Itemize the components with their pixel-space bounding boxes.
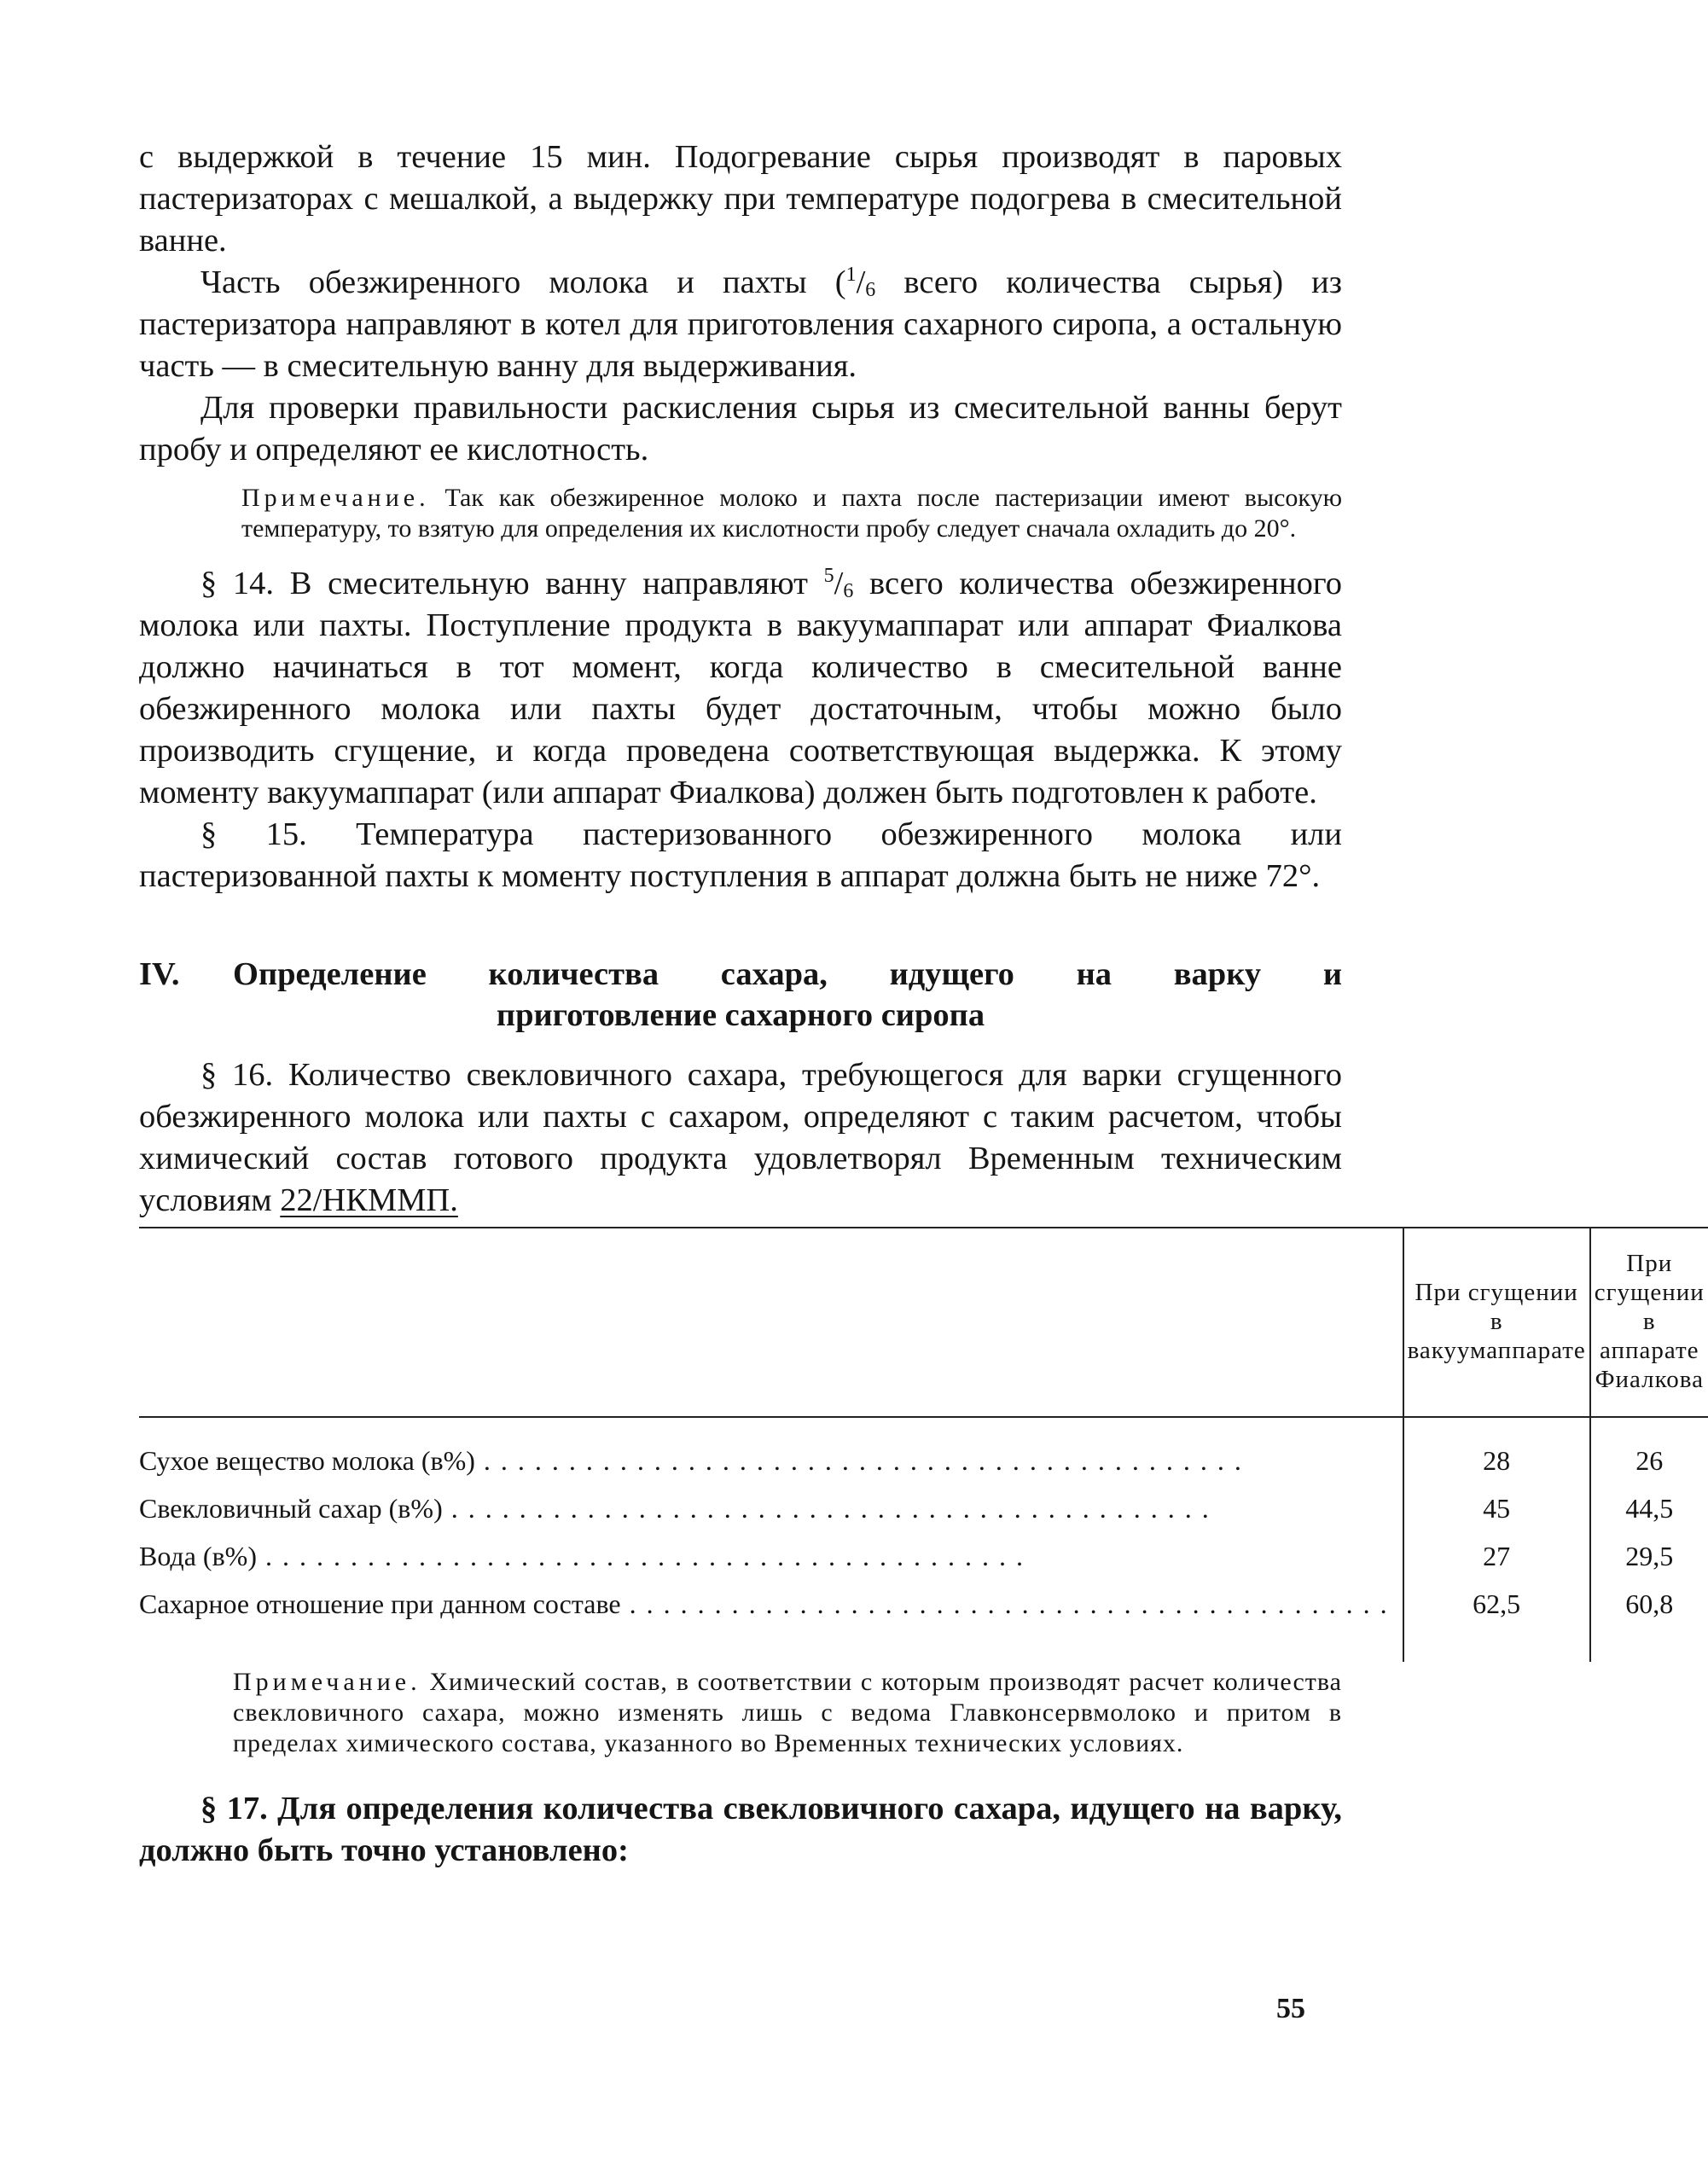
note-acidity: [139, 483, 1342, 544]
table-header-vacuum: При сгущении в вакуумаппарате: [1403, 1228, 1590, 1417]
cell-vacuum: 28: [1403, 1417, 1590, 1484]
fraction-numerator: 5: [823, 565, 834, 587]
paragraph-intro-1: с выдержкой в течение 15 мин. Подогревание сырья производят в паровых пастеризаторах с мешалкой, а выдержку при температуре подогрева в смесительной ванне.: [139, 139, 1342, 258]
section-heading-number: IV.: [139, 956, 180, 992]
note-composition: [139, 1667, 1342, 1759]
page-content: [139, 136, 1705, 1872]
note-label: Примечание.: [233, 1668, 421, 1696]
section-heading-line-2: приготовление сахарного сиропа: [496, 997, 985, 1033]
fraction-numerator: 1: [845, 264, 857, 286]
row-label: Свекловичный сахар (в: [139, 1492, 411, 1524]
row-label: Вода (в: [139, 1540, 225, 1571]
paragraph-section-15: § 15. Температура пастеризованного обезжиренного молока или пастеризованной пахты к моменту поступления в аппарат должна быть не ниже 72°.: [139, 816, 1342, 894]
table-row: Сахарное отношение при данном составе ............................................. 62,5 60,8: [139, 1580, 1708, 1662]
table-header-row: [139, 1228, 1708, 1417]
note-label: Примечание.: [241, 484, 430, 512]
table-row: Сухое вещество молока (в % ) ............................................. 28 26: [139, 1417, 1708, 1484]
section-heading: [139, 954, 1342, 1036]
note-text: Так как обезжиренное молоко и пахта после пастеризации имеют высокую температуру, то взятую для определения их кислотности пробу следует сначала охладить до 20°.: [241, 484, 1342, 543]
row-label: Сухое вещество молока (в: [139, 1444, 444, 1476]
table-row: Вода (в % ) ............................................. 27 29,5: [139, 1532, 1708, 1580]
page-number: 55: [1276, 1993, 1305, 2024]
fraction-denominator: 6: [865, 279, 876, 301]
cell-fialkov: 26: [1590, 1417, 1708, 1484]
composition-table: [139, 1227, 1708, 1662]
paragraph-section-17: § 17. Для определения количества свекловичного сахара, идущего на варку, должно быть точно установлено:: [139, 1791, 1342, 1868]
fraction-denominator: 6: [843, 580, 854, 602]
row-label: Сахарное отношение при данном составе: [139, 1588, 621, 1619]
section-heading-line-1: Определение количества сахара, идущего на варку и: [233, 956, 1342, 992]
cell-vacuum: 62,5: [1403, 1580, 1590, 1662]
cell-fialkov: 29,5: [1590, 1532, 1708, 1580]
cell-fialkov: 60,8: [1590, 1580, 1708, 1662]
standard-code: 22/НКММП.: [280, 1182, 458, 1218]
cell-vacuum: 27: [1403, 1532, 1590, 1580]
table-header-blank: [139, 1228, 1403, 1417]
paragraph-section-14: § 14. В смесительную ванну направляют $^5/_6$ всего количества обезжиренного молока или пахты. Поступление продукта в вакуумаппарат или аппарат Фиалкова должно начинаться в тот момент, когда количество в смесительной ванне обезжиренного молока или пахты будет достаточным, чтобы можно было производить сгущение, и когда проведена соответствующая выдержка. К этому моменту вакуумаппарат (или аппарат Фиалкова) должен быть подготовлен к работе.: [139, 565, 1342, 810]
cell-fialkov: 44,5: [1590, 1484, 1708, 1532]
paragraph-section-16: § 16. Количество свекловичного сахара, требующегося для варки сгущенного обезжиренного молока или пахты с сахаром, определяют с таким расчетом, чтобы химический состав готового продукта удовлетворял Временным техническим условиям 22/НКММП.: [139, 1057, 1342, 1218]
paragraph-intro-3: Для проверки правильности раскисления сырья из смесительной ванны берут пробу и определяют ее кислотность.: [139, 390, 1342, 467]
table-row: Свекловичный сахар (в % ) ............................................. 45 44,5: [139, 1484, 1708, 1532]
table-header-fialkov: При сгущении в аппарате Фиалкова: [1590, 1228, 1708, 1417]
cell-vacuum: 45: [1403, 1484, 1590, 1532]
note-text: Химический состав, в соответствии с которым производят расчет количества свекловичного сахара, можно изменять лишь с ведома Главконсервмолоко и притом в пределах химического состава, указанного во Временных технических условиях.: [233, 1668, 1342, 1757]
paragraph-intro-2: Часть обезжиренного молока и пахты ($^1/_6$ всего количества сырья) из пастеризатора направляют в котел для приготовления сахарного сиропа, а остальную часть — в смесительную ванну для выдерживания.: [139, 264, 1342, 384]
